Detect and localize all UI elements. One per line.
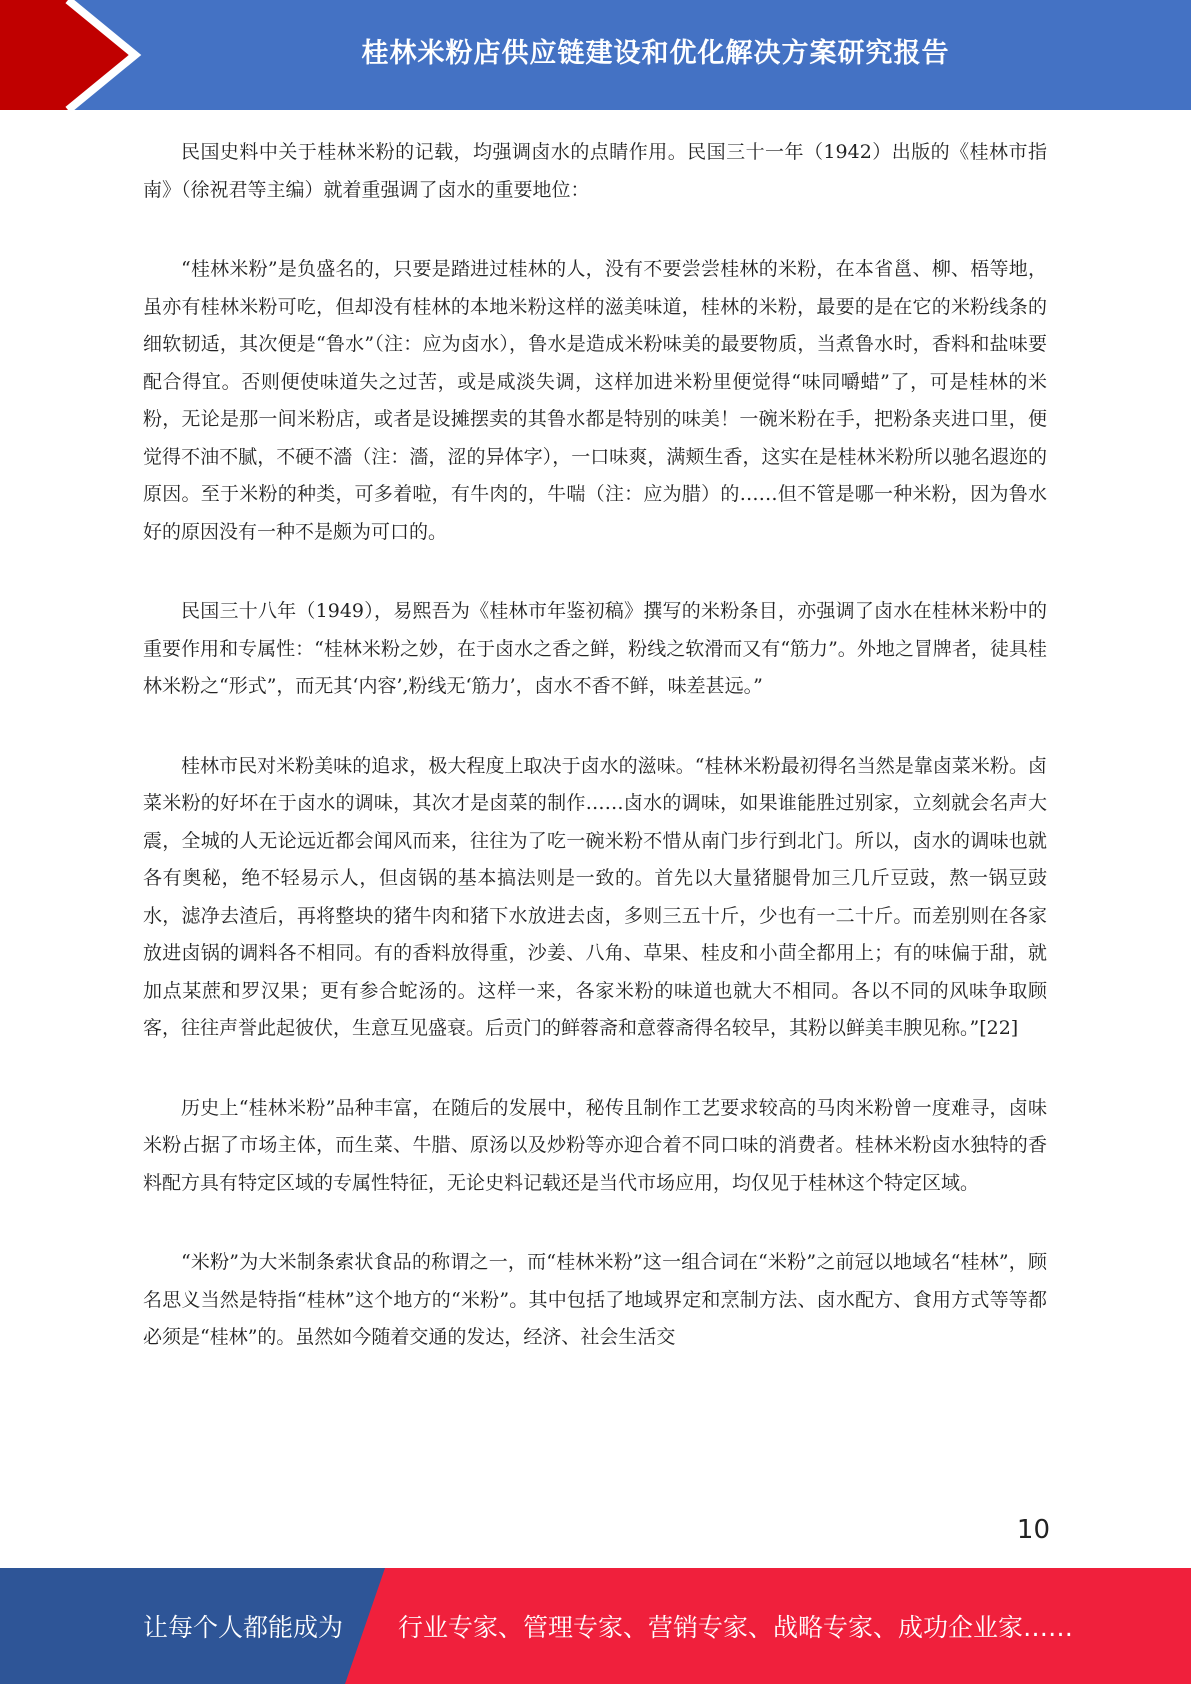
quoted-paragraph: “桂林米粉”是负盛名的，只要是踏进过桂林的人，没有不要尝尝桂林的米粉，在本省邕、柳、梧等地，虽亦有桂林米粉可吃，但却没有桂林的本地米粉这样的滋美味道，桂林的米粉，最要的是在它的米粉线条的细软韧适，其次便是“鲁水”（注：应为卤水），鲁水是造成米粉味美的最要物质，当煮鲁水时，香料和盐味要配合得宜。否则便使味道失之过苦，或是咸淡失调，这样加进米粉里便觉得“味同嚼蜡”了，可是桂林的米粉，无论是那一间米粉店，或者是设摊摆卖的其鲁水都是特别的味美！一碗米粉在手，把粉条夹进口里，便觉得不油不腻，不硬不濇（注：濇，涩的异体字），一口味爽，满颊生香，这实在是桂林米粉所以驰名遐迩的原因。至于米粉的种类，可多着啦，有牛肉的，牛喘（注：应为腊）的……但不管是哪一种米粉，因为鲁水好的原因没有一种不是颇为可口的。 bbox=[143, 258, 1047, 543]
document-body bbox=[143, 134, 1047, 1399]
paragraph: 民国史料中关于桂林米粉的记载，均强调卤水的点睛作用。民国三十一年（1942）出版的《桂林市指南》（徐祝君等主编）就着重强调了卤水的重要地位： bbox=[143, 141, 1047, 201]
header-chevron-decoration bbox=[0, 0, 160, 110]
paragraph: 桂林市民对米粉美味的追求，极大程度上取决于卤水的滋味。“桂林米粉最初得名当然是靠卤菜米粉。卤菜米粉的好坏在于卤水的调味，其次才是卤菜的制作……卤水的调味，如果谁能胜过别家，立刻就会名声大震，全城的人无论远近都会闻风而来，往往为了吃一碗米粉不惜从南门步行到北门。所以，卤水的调味也就各有奥秘，绝不轻易示人，但卤锅的基本搞法则是一致的。首先以大量猪腿骨加三几斤豆豉，熬一锅豆豉水，滤净去渣后，再将整块的猪牛肉和猪下水放进去卤，多则三五十斤，少也有一二十斤。而差别则在各家放进卤锅的调料各不相同。有的香料放得重，沙姜、八角、草果、桂皮和小茴全都用上；有的味偏于甜，就加点某蔗和罗汉果；更有参合蛇汤的。这样一来，各家米粉的味道也就大不相同。各以不同的风味争取顾客，往往声誉此起彼伏，生意互见盛衰。后贡门的鲜蓉斋和意蓉斋得名较早，其粉以鲜美丰腴见称。”[22] bbox=[143, 754, 1047, 1039]
page-number: 10 bbox=[1016, 1515, 1050, 1545]
footer-slogan-left: 让每个人都能成为 bbox=[143, 1613, 344, 1642]
paragraph: “米粉”为大米制条索状食品的称谓之一，而“桂林米粉”这一组合词在“米粉”之前冠以地域名“桂林”，顾名思义当然是特指“桂林”这个地方的“米粉”。其中包括了地域界定和烹制方法、卤水配方、食用方式等等都必须是“桂林”的。虽然如今随着交通的发达，经济、社会生活交 bbox=[143, 1251, 1047, 1348]
page-footer bbox=[0, 1568, 1191, 1684]
page-header bbox=[0, 0, 1191, 110]
footer-slogan-right: 行业专家、管理专家、营销专家、战略专家、成功企业家…… bbox=[398, 1613, 1074, 1642]
paragraph: 历史上“桂林米粉”品种丰富，在随后的发展中，秘传且制作工艺要求较高的马肉米粉曾一度难寻，卤味米粉占据了市场主体，而生菜、牛腊、原汤以及炒粉等亦迎合着不同口味的消费者。桂林米粉卤水独特的香料配方具有特定区域的专属性特征，无论史料记载还是当代市场应用，均仅见于桂林这个特定区域。 bbox=[143, 1096, 1047, 1194]
report-title: 桂林米粉店供应链建设和优化解决方案研究报告 bbox=[361, 37, 950, 69]
paragraph: 民国三十八年（1949），易熙吾为《桂林市年鉴初稿》撰写的米粉条目，亦强调了卤水在桂林米粉中的重要作用和专属性：“桂林米粉之妙，在于卤水之香之鲜，粉线之软滑而又有“筋力”。外地之冒牌者，徒具桂林米粉之“形式”，而无其‘内容’,粉线无‘筋力’，卤水不香不鲜，味差甚远。” bbox=[143, 600, 1047, 697]
